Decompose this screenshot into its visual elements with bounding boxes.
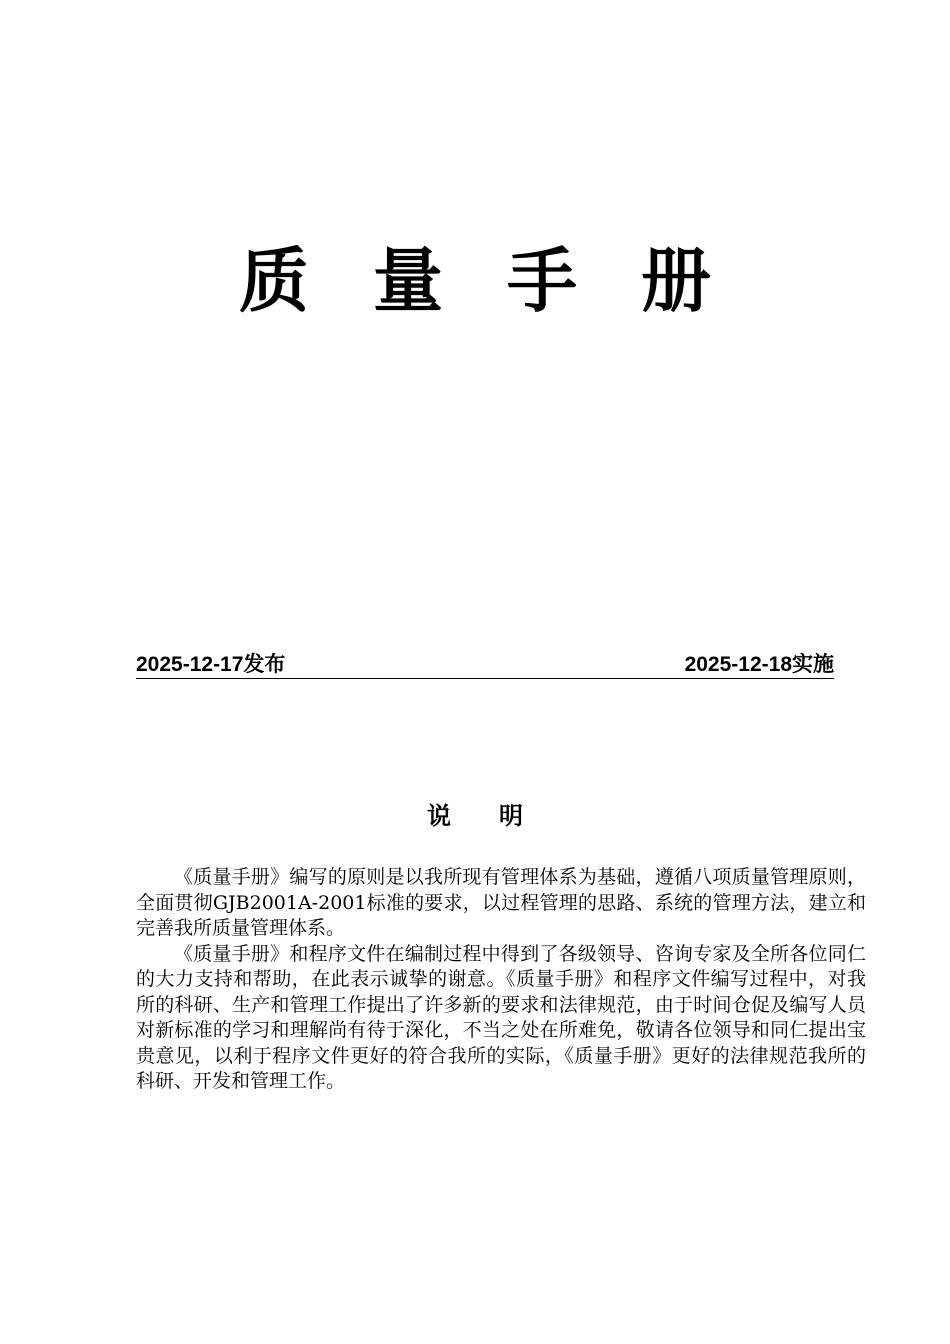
explanation-body xyxy=(136,865,866,1095)
release-date: 2025-12-17发布 xyxy=(136,653,286,676)
document-title-char: 质 xyxy=(239,240,309,322)
document-title xyxy=(0,236,950,326)
effective-date: 2025-12-18实施 xyxy=(684,653,834,676)
document-title-char: 手 xyxy=(507,240,577,322)
section-heading xyxy=(0,798,950,834)
date-line xyxy=(136,650,834,679)
body-paragraph: 《质量手册》和程序文件在编制过程中得到了各级领导、咨询专家及全所各位同仁的大力支持和帮助，在此表示诚挚的谢意。《质量手册》和程序文件编写过程中，对我所的科研、生产和管理工作提出了许多新的要求和法律规范，由于时间仓促及编写人员对新标准的学习和理解尚有待于深化，不当之处在所难免，敬请各位领导和同仁提出宝贵意见，以利于程序文件更好的符合我所的实际，《质量手册》更好的法律规范我所的科研、开发和管理工作。 xyxy=(136,942,866,1092)
section-heading-char: 说 xyxy=(427,802,451,830)
section-heading-char: 明 xyxy=(499,802,523,830)
body-paragraph: 《质量手册》编写的原则是以我所现有管理体系为基础，遵循八项质量管理原则，全面贯彻GJB2001A-2001标准的要求，以过程管理的思路、系统的管理方法，建立和完善我所质量管理体系。 xyxy=(136,866,866,939)
document-title-char: 册 xyxy=(641,240,711,322)
document-title-char: 量 xyxy=(373,240,443,322)
